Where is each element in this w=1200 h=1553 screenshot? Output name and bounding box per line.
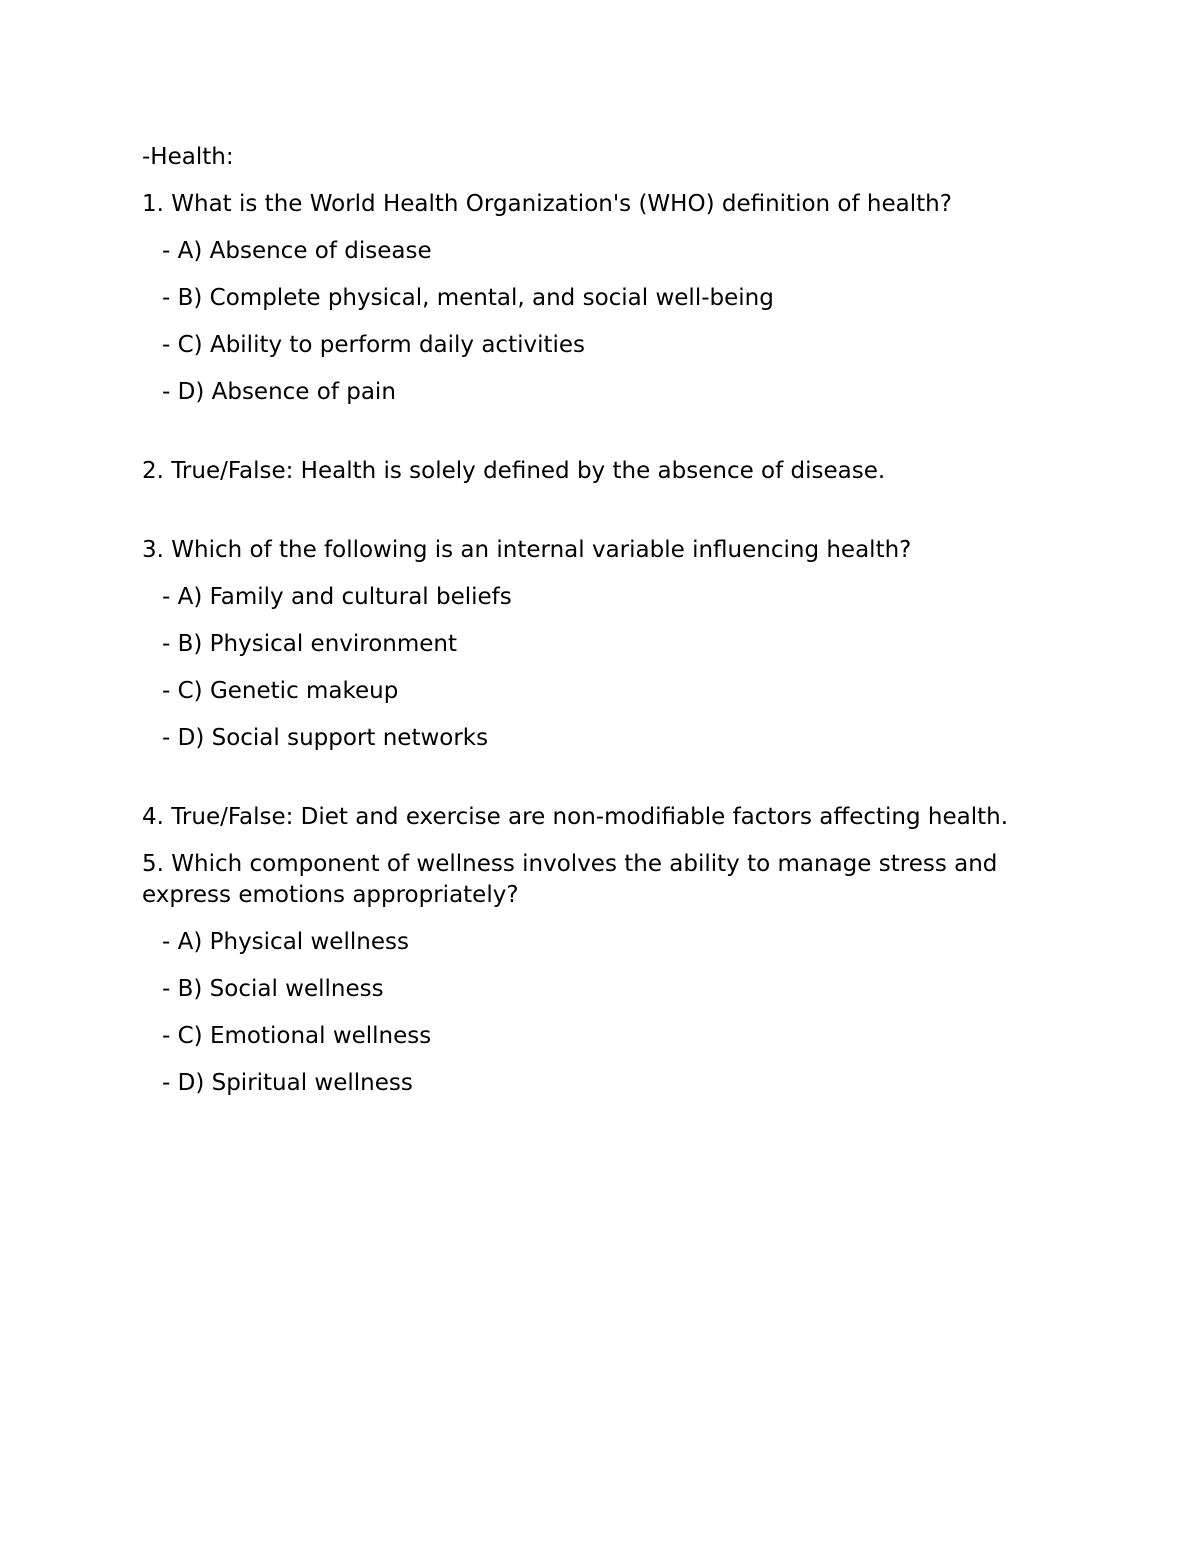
question-3-option-c: - C) Genetic makeup: [162, 678, 399, 704]
question-3: 3. Which of the following is an internal variable influencing health?: [142, 537, 912, 563]
question-2: 2. True/False: Health is solely defined by the absence of disease.: [142, 458, 886, 484]
question-1-option-d: - D) Absence of pain: [162, 379, 396, 405]
paragraph-gap: [142, 770, 1042, 802]
question-1: 1. What is the World Health Organization's (WHO) definition of health?: [142, 191, 952, 217]
question-5-option-d: - D) Spiritual wellness: [162, 1070, 413, 1096]
question-5: 5. Which component of wellness involves the ability to manage stress and express emotions appropriately?: [142, 851, 1005, 908]
question-1-option-c: - C) Ability to perform daily activities: [162, 332, 586, 358]
question-1-option-a: - A) Absence of disease: [162, 238, 432, 264]
question-3-option-a: - A) Family and cultural beliefs: [162, 584, 512, 610]
paragraph-gap: [142, 503, 1042, 535]
question-5-option-c: - C) Emotional wellness: [162, 1023, 432, 1049]
question-1-option-b: - B) Complete physical, mental, and social well-being: [162, 285, 774, 311]
document-page: [142, 142, 1042, 1115]
question-3-option-d: - D) Social support networks: [162, 725, 489, 751]
question-5-option-b: - B) Social wellness: [162, 976, 384, 1002]
question-4: 4. True/False: Diet and exercise are non-modifiable factors affecting health.: [142, 804, 1009, 830]
question-5-option-a: - A) Physical wellness: [162, 929, 409, 955]
section-heading: -Health:: [142, 144, 234, 170]
paragraph-gap: [142, 424, 1042, 456]
question-3-option-b: - B) Physical environment: [162, 631, 458, 657]
